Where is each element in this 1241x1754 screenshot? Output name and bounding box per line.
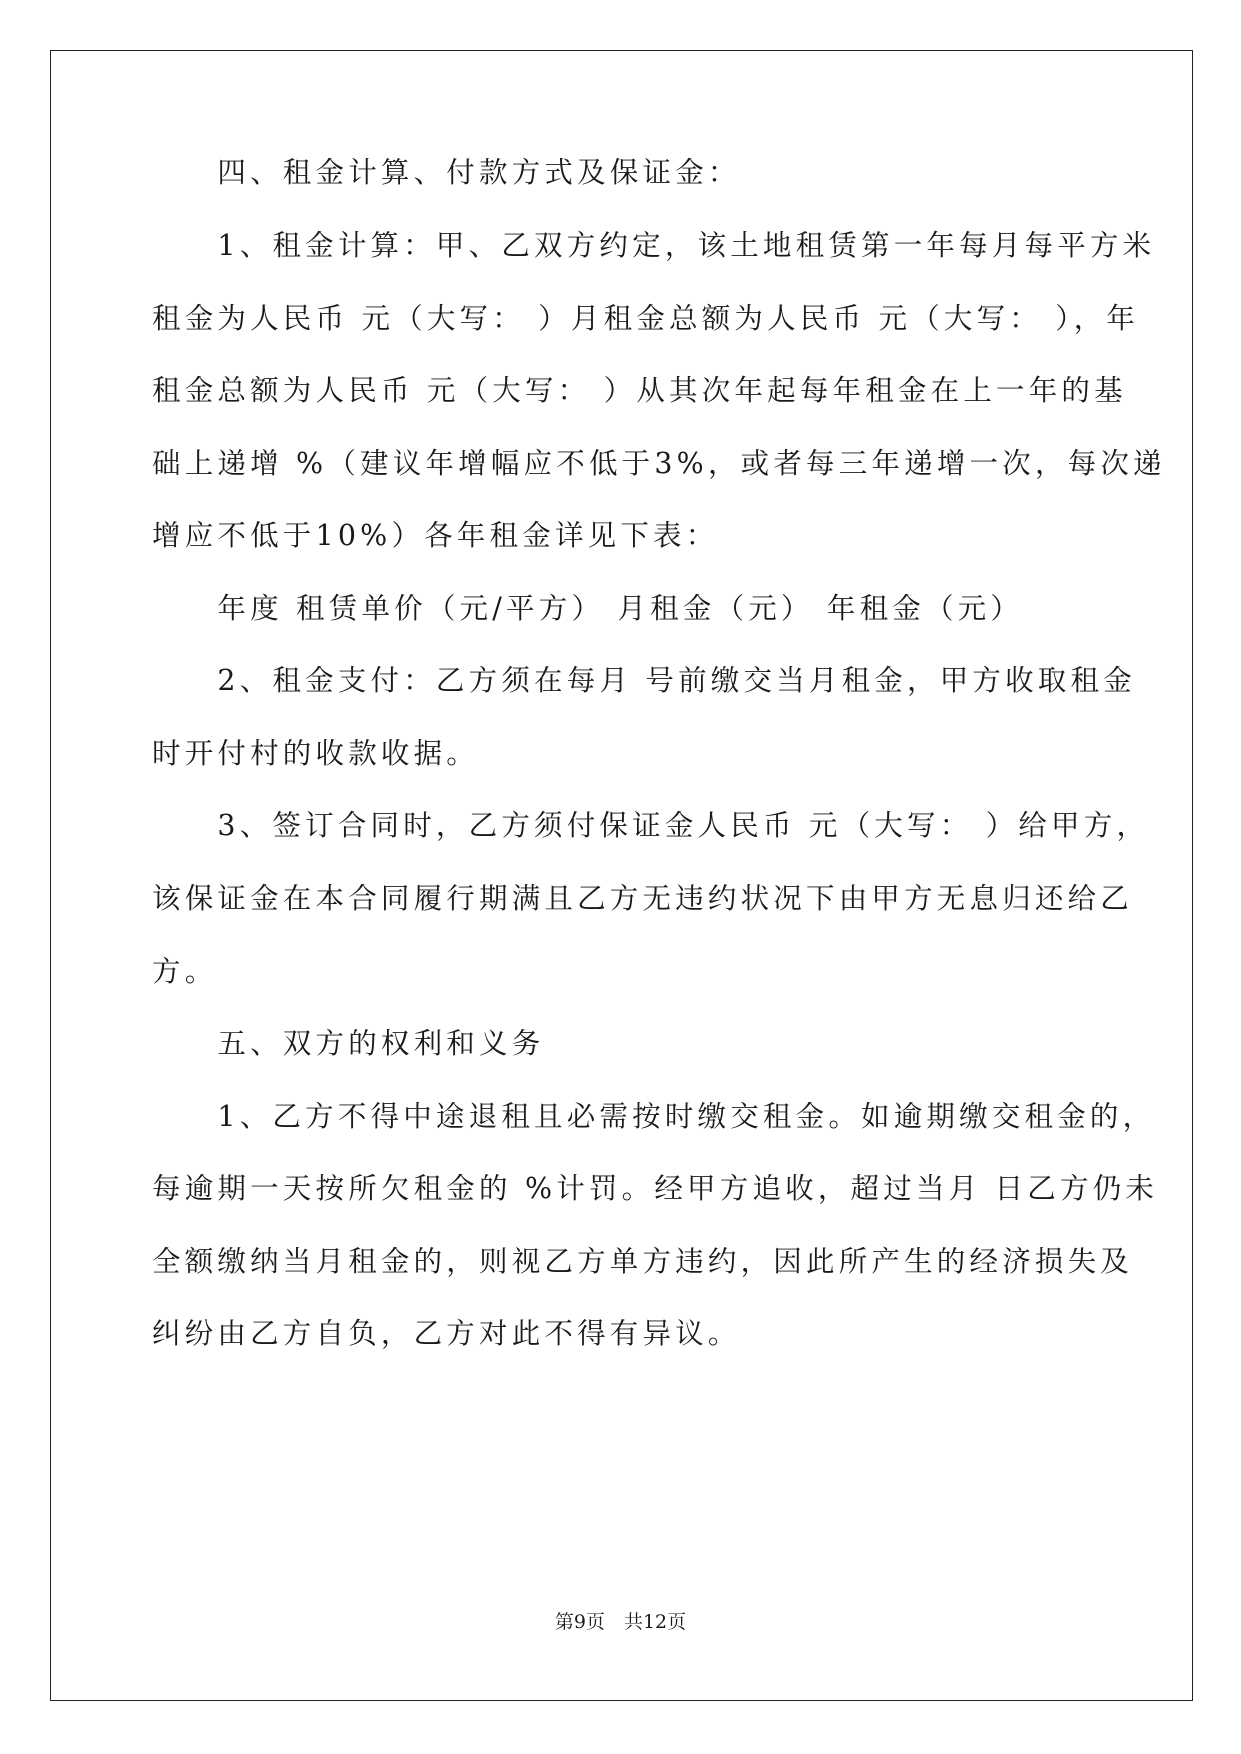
- paragraph-line: 纠纷由乙方自负，乙方对此不得有异议。: [152, 1317, 741, 1350]
- paragraph-line: 3、签订合同时，乙方须付保证金人民币 元（大写： ）给甲方，: [152, 809, 1150, 842]
- paragraph-line: 每逾期一天按所欠租金的 %计罚。经甲方追收，超过当月 日乙方仍未: [152, 1172, 1159, 1205]
- section-heading-rights: 五、双方的权利和义务: [152, 1027, 545, 1060]
- paragraph-line: 1、乙方不得中途退租且必需按时缴交租金。如逾期缴交租金的，: [152, 1100, 1156, 1133]
- paragraph-line: 租金为人民币 元（大写： ）月租金总额为人民币 元（大写： ），年: [152, 302, 1140, 335]
- paragraph-line: 础上递增 %（建议年增幅应不低于3%，或者每三年递增一次，每次递: [152, 447, 1166, 480]
- page-number-footer: 第9页 共12页: [554, 1611, 687, 1633]
- paragraph-line: 全额缴纳当月租金的，则视乙方单方违约，因此所产生的经济损失及: [152, 1245, 1134, 1278]
- paragraph-line: 租金总额为人民币 元（大写： ）从其次年起每年租金在上一年的基: [152, 374, 1127, 407]
- paragraph-line: 方。: [152, 955, 218, 988]
- table-header-line: 年度 租赁单价（元/平方） 月租金（元） 年租金（元）: [152, 592, 1024, 625]
- page-border: [50, 50, 1193, 1701]
- paragraph-line: 2、租金支付：乙方须在每月 号前缴交当月租金，甲方收取租金: [152, 664, 1136, 697]
- paragraph-line: 1、租金计算：甲、乙双方约定，该土地租赁第一年每月每平方米: [152, 229, 1156, 262]
- paragraph-line: 时开付村的收款收据。: [152, 737, 480, 770]
- paragraph-line: 该保证金在本合同履行期满且乙方无违约状况下由甲方无息归还给乙: [152, 882, 1134, 915]
- section-heading-rent: 四、租金计算、付款方式及保证金：: [152, 156, 741, 189]
- paragraph-line: 增应不低于10%）各年租金详见下表：: [152, 519, 719, 552]
